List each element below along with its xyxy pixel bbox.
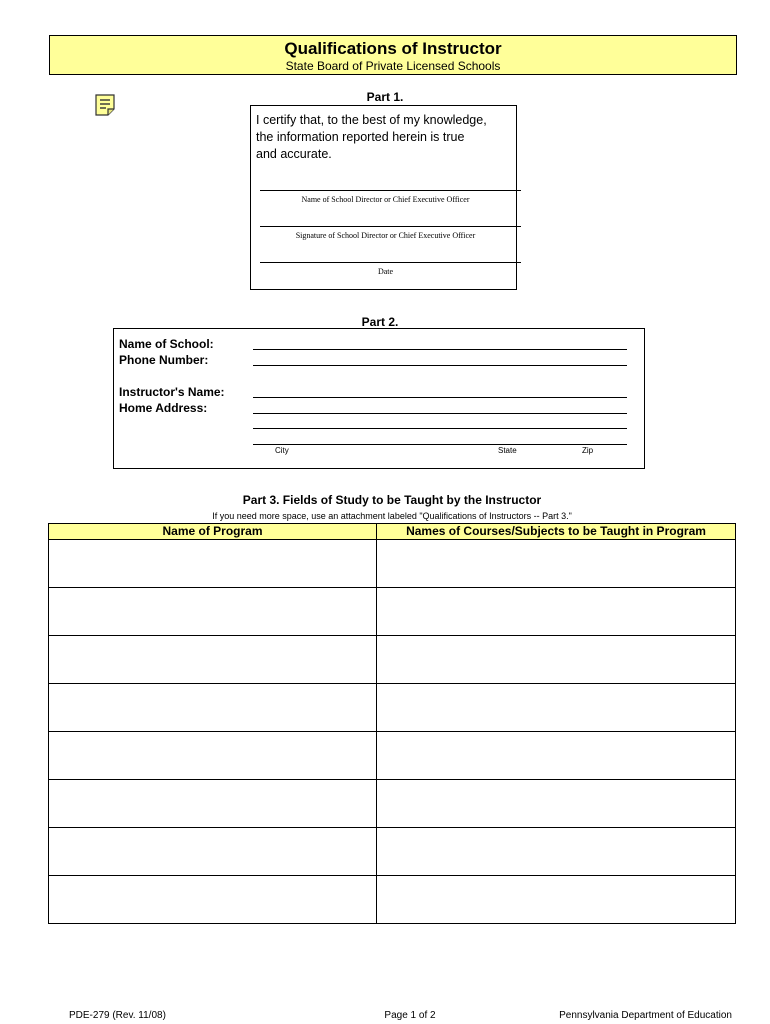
table-row: [49, 684, 736, 732]
program-name-cell[interactable]: [49, 732, 377, 780]
part3-instruction: If you need more space, use an attachment labeled "Qualifications of Instructors -- Part 3.": [212, 511, 572, 521]
table-header-row: [49, 524, 736, 540]
fields-of-study-table: [48, 523, 736, 924]
courses-cell[interactable]: [377, 876, 736, 924]
director-signature-caption: Signature of School Director or Chief Executive Officer: [295, 231, 476, 240]
program-name-cell[interactable]: [49, 636, 377, 684]
table-row: [49, 732, 736, 780]
certification-line: the information reported herein is true: [256, 130, 465, 144]
certification-line: I certify that, to the best of my knowledge,: [256, 113, 487, 127]
table-row: [49, 876, 736, 924]
school-name-label: Name of School:: [119, 337, 214, 351]
state-caption: State: [498, 446, 517, 455]
part3-label: Part 3. Fields of Study to be Taught by the Instructor: [242, 493, 542, 507]
instructor-name-label: Instructor's Name:: [119, 385, 225, 399]
program-name-cell[interactable]: [49, 540, 377, 588]
home-address-field[interactable]: [253, 413, 627, 414]
program-name-header: Name of Program: [49, 524, 377, 540]
courses-cell[interactable]: [377, 828, 736, 876]
city-state-zip-field[interactable]: [253, 444, 627, 445]
city-caption: City: [275, 446, 289, 455]
director-name-caption: Name of School Director or Chief Executive Officer: [301, 195, 470, 204]
courses-cell[interactable]: [377, 588, 736, 636]
page-number: Page 1 of 2: [384, 1010, 436, 1021]
form-id: PDE-279 (Rev. 11/08): [69, 1010, 166, 1021]
table-row: [49, 636, 736, 684]
director-name-line[interactable]: [260, 190, 521, 191]
table-row: [49, 540, 736, 588]
program-name-cell[interactable]: [49, 780, 377, 828]
table-row: [49, 588, 736, 636]
date-caption: Date: [377, 267, 394, 276]
instructor-name-field[interactable]: [253, 397, 627, 398]
department-name: Pennsylvania Department of Education: [559, 1010, 732, 1021]
part2-label: Part 2.: [361, 315, 399, 329]
courses-header: Names of Courses/Subjects to be Taught in Program: [377, 524, 736, 540]
table-row: [49, 780, 736, 828]
program-name-cell[interactable]: [49, 684, 377, 732]
courses-cell[interactable]: [377, 732, 736, 780]
zip-caption: Zip: [582, 446, 594, 455]
phone-number-field[interactable]: [253, 365, 627, 366]
home-address-line-2[interactable]: [253, 428, 627, 429]
school-name-field[interactable]: [253, 349, 627, 350]
form-subtitle: State Board of Private Licensed Schools: [285, 59, 501, 73]
courses-cell[interactable]: [377, 684, 736, 732]
courses-cell[interactable]: [377, 540, 736, 588]
certification-text: [256, 112, 514, 163]
courses-cell[interactable]: [377, 780, 736, 828]
form-header: [49, 35, 737, 75]
form-title: Qualifications of Instructor: [284, 39, 502, 58]
program-name-cell[interactable]: [49, 588, 377, 636]
date-line[interactable]: [260, 262, 521, 263]
table-row: [49, 828, 736, 876]
note-icon[interactable]: [95, 94, 115, 116]
program-name-cell[interactable]: [49, 828, 377, 876]
director-signature-line[interactable]: [260, 226, 521, 227]
program-name-cell[interactable]: [49, 876, 377, 924]
home-address-label: Home Address:: [119, 401, 208, 415]
phone-number-label: Phone Number:: [119, 353, 209, 367]
courses-cell[interactable]: [377, 636, 736, 684]
certification-line: and accurate.: [256, 147, 332, 161]
part1-label: Part 1.: [366, 90, 404, 104]
